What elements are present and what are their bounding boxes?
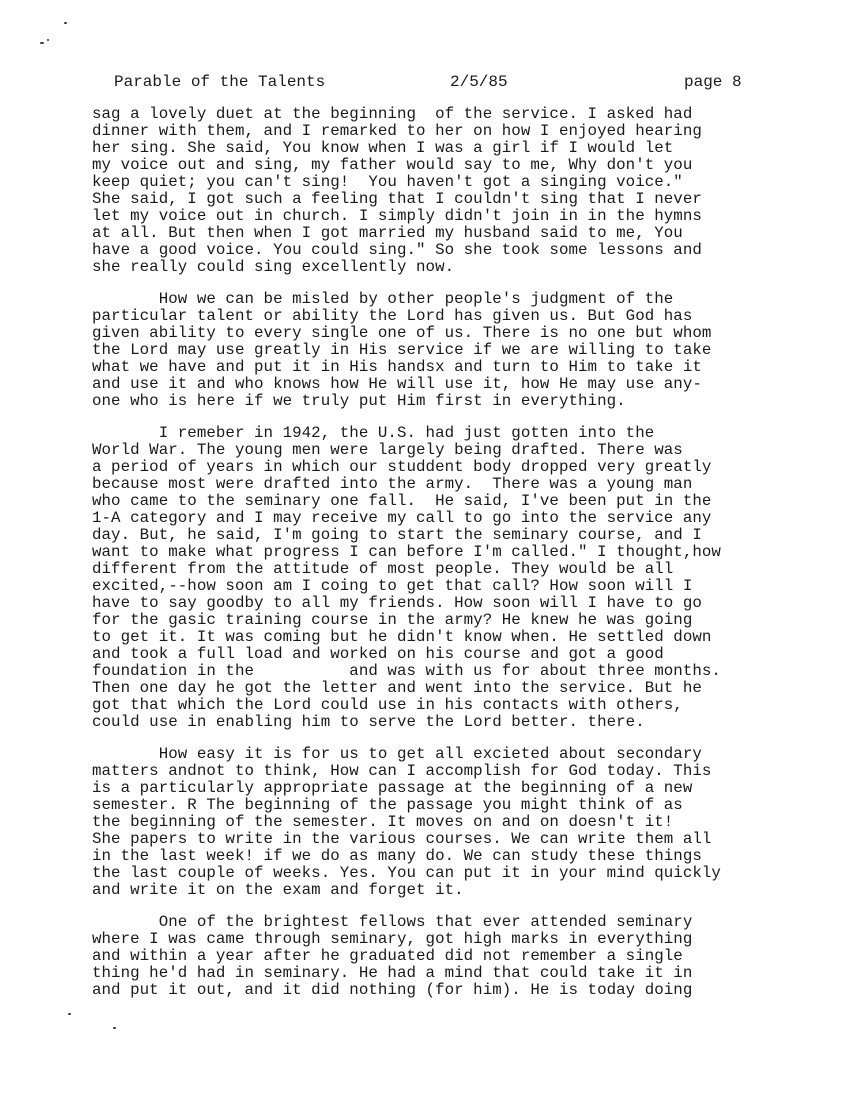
text-line: and write it on the exam and forget it. (92, 881, 464, 899)
text-line: and took a full load and worked on his course and got a good (92, 645, 664, 663)
text-line: How we can be misled by other people's judgment of the (92, 290, 674, 308)
text-line: could use in enabling him to serve the Lord better. there. (92, 713, 645, 731)
paragraph (92, 425, 792, 731)
text-line: her sing. She said, You know when I was a girl if I would let (92, 139, 674, 157)
text-line: got that which the Lord could use in his contacts with others, (92, 696, 683, 714)
text-line: keep quiet; you can't sing! You haven't got a singing voice." (92, 173, 683, 191)
text-line: let my voice out in church. I simply didn't join in in the hymns (92, 207, 702, 225)
text-line: what we have and put it in His handsx and turn to Him to take it (92, 358, 702, 376)
text-line: want to make what progress I can before I'm called." I thought,how (92, 543, 721, 561)
text-line: the beginning of the semester. It moves on and on doesn't it! (92, 813, 674, 831)
text-line: I remeber in 1942, the U.S. had just gotten into the (92, 424, 655, 442)
text-line: the Lord may use greatly in His service if we are willing to take (92, 341, 712, 359)
document-date: 2/5/85 (450, 73, 508, 91)
text-line: one who is here if we truly put Him first in everything. (92, 392, 626, 410)
text-line: How easy it is for us to get all excieted about secondary (92, 745, 702, 763)
scan-speck (40, 42, 44, 44)
scan-speck (64, 22, 67, 24)
text-line: in the last week! if we do as many do. We can study these things (92, 847, 702, 865)
text-line: and put it out, and it did nothing (for him). He is today doing (92, 981, 693, 999)
text-line: and use it and who knows how He will use it, how He may use any- (92, 375, 702, 393)
text-line: she really could sing excellently now. (92, 258, 455, 276)
text-line: to get it. It was coming but he didn't know when. He settled down (92, 628, 712, 646)
text-line: matters andnot to think, How can I accomplish for God today. This (92, 762, 712, 780)
paragraph (92, 914, 792, 999)
text-line: day. But, he said, I'm going to start the seminary course, and I (92, 526, 702, 544)
text-line: different from the attitude of most people. They would be all (92, 560, 674, 578)
text-line: because most were drafted into the army. There was a young man (92, 475, 693, 493)
text-line: who came to the seminary one fall. He said, I've been put in the (92, 492, 712, 510)
text-line: sag a lovely duet at the beginning of the service. I asked had (92, 105, 693, 123)
body-text (92, 106, 792, 1014)
text-line: and within a year after he graduated did not remember a single (92, 947, 683, 965)
text-line: where I was came through seminary, got high marks in everything (92, 930, 693, 948)
text-line: a period of years in which our studdent body dropped very greatly (92, 458, 712, 476)
text-line: thing he'd had in seminary. He had a mind that could take it in (92, 964, 693, 982)
text-line: dinner with them, and I remarked to her on how I enjoyed hearing (92, 122, 702, 140)
page-number: page 8 (684, 73, 742, 91)
scan-speck (113, 1027, 116, 1029)
text-line: have to say goodby to all my friends. How soon will I have to go (92, 594, 702, 612)
text-line: the last couple of weeks. Yes. You can put it in your mind quickly (92, 864, 721, 882)
document-title: Parable of the Talents (114, 73, 326, 91)
text-line: for the gasic training course in the army? He knew he was going (92, 611, 693, 629)
scan-speck (68, 1013, 71, 1015)
paragraph (92, 746, 792, 899)
text-line: at all. But then when I got married my husband said to me, You (92, 224, 683, 242)
text-line: One of the brightest fellows that ever attended seminary (92, 913, 693, 931)
text-line: given ability to every single one of us. There is no one but whom (92, 324, 712, 342)
text-line: my voice out and sing, my father would say to me, Why don't you (92, 156, 693, 174)
text-line: have a good voice. You could sing." So she took some lessons and (92, 241, 702, 259)
scan-speck (47, 39, 49, 41)
text-line: excited,--how soon am I coing to get that call? How soon will I (92, 577, 693, 595)
page-header (114, 72, 754, 92)
text-line: World War. The young men were largely being drafted. There was (92, 441, 683, 459)
text-line: Then one day he got the letter and went into the service. But he (92, 679, 702, 697)
text-line: 1-A category and I may receive my call to go into the service any (92, 509, 712, 527)
paragraph (92, 106, 792, 276)
text-line: semester. R The beginning of the passage you might think of as (92, 796, 683, 814)
text-line: She said, I got such a feeling that I couldn't sing that I never (92, 190, 702, 208)
paragraph (92, 291, 792, 410)
text-line: is a particularly appropriate passage at the beginning of a new (92, 779, 693, 797)
text-line: particular talent or ability the Lord has given us. But God has (92, 307, 693, 325)
text-line: foundation in the and was with us for about three months. (92, 662, 721, 680)
text-line: She papers to write in the various courses. We can write them all (92, 830, 712, 848)
